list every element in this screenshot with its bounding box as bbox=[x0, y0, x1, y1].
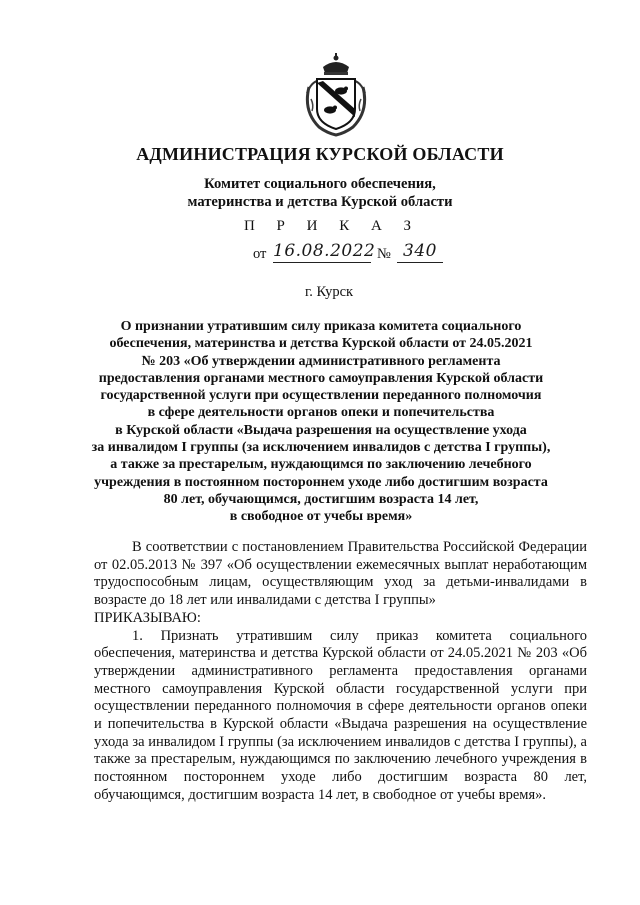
heading-line: № 203 «Об утверждении административного регламента bbox=[141, 353, 501, 369]
handwritten-date: 16.08.2022 bbox=[273, 241, 376, 261]
order-body bbox=[94, 539, 587, 805]
heading-line: в свободное от учебы время» bbox=[229, 509, 413, 525]
handwritten-number: 340 bbox=[403, 241, 437, 261]
organization-title: АДМИНИСТРАЦИЯ КУРСКОЙ ОБЛАСТИ bbox=[136, 144, 504, 164]
order-heading bbox=[82, 318, 560, 526]
heading-line: обеспечения, материнства и детства Курской области от 24.05.2021 bbox=[109, 336, 533, 352]
document-type: П Р И К А З bbox=[243, 218, 421, 234]
date-label: от bbox=[253, 246, 267, 262]
heading-line: за инвалидом I группы (за исключением инвалидов с детства I группы), bbox=[91, 440, 551, 456]
decree-word: ПРИКАЗЫВАЮ: bbox=[94, 609, 201, 626]
committee-name-line-2: материнства и детства Курской области bbox=[187, 194, 453, 210]
heading-line: государственной услуги при осуществлении переданного полномочия bbox=[100, 388, 542, 404]
heading-line: учреждения в постоянном постороннем уходе либо достигшим возраста bbox=[94, 474, 548, 490]
city-line: г. Курск bbox=[304, 284, 354, 300]
number-label: № bbox=[377, 246, 391, 262]
coat-of-arms-emblem bbox=[301, 53, 371, 138]
date-field bbox=[273, 240, 376, 263]
preamble-paragraph: В соответствии с постановлением Правительства Российской Федерации от 02.05.2013 № 397 «Об осуществлении ежемесячных выплат неработающим трудоспособным лицам, осуществляющим уход за детьми-инвалидами в возрасте до 18 лет или инвалидами с детства I группы» bbox=[94, 539, 587, 609]
heading-line: предоставления органами местного самоуправления Курской области bbox=[98, 370, 544, 386]
number-field bbox=[397, 240, 443, 263]
order-number-line bbox=[253, 240, 453, 266]
item-1-paragraph: 1. Признать утратившим силу приказ комитета социального обеспечения, материнства и детства Курской области от 24.05.2021 № 203 «Об утверждении административного регламента предоставления органами местного самоуправления Курской области государственной услуги при осуществлении переданного полномочия в сфере деятельности органов опеки и попечительства в Курской области «Выдача разрешения на осуществление ухода за инвалидом I группы (за исключением инвалидов с детства I группы), а также за престарелым, нуждающимся по заключению лечебного учреждения в постоянном постороннем уходе либо достигшим возраста 80 лет, обучающимся, достигшим возраста 14 лет, в свободное от учебы время». bbox=[94, 627, 587, 803]
heading-line: 80 лет, обучающимся, достигшим возраста 14 лет, bbox=[163, 491, 479, 507]
heading-line: в Курской области «Выдача разрешения на осуществление ухода bbox=[115, 422, 527, 438]
heading-line: О признании утратившим силу приказа комитета социального bbox=[120, 319, 522, 334]
committee-name bbox=[0, 175, 640, 211]
heading-line: а также за престарелым, нуждающимся по заключению лечебного bbox=[110, 457, 532, 473]
heading-line: в сфере деятельности органов опеки и попечительства bbox=[147, 405, 495, 421]
committee-name-line-1: Комитет социального обеспечения, bbox=[204, 176, 436, 192]
